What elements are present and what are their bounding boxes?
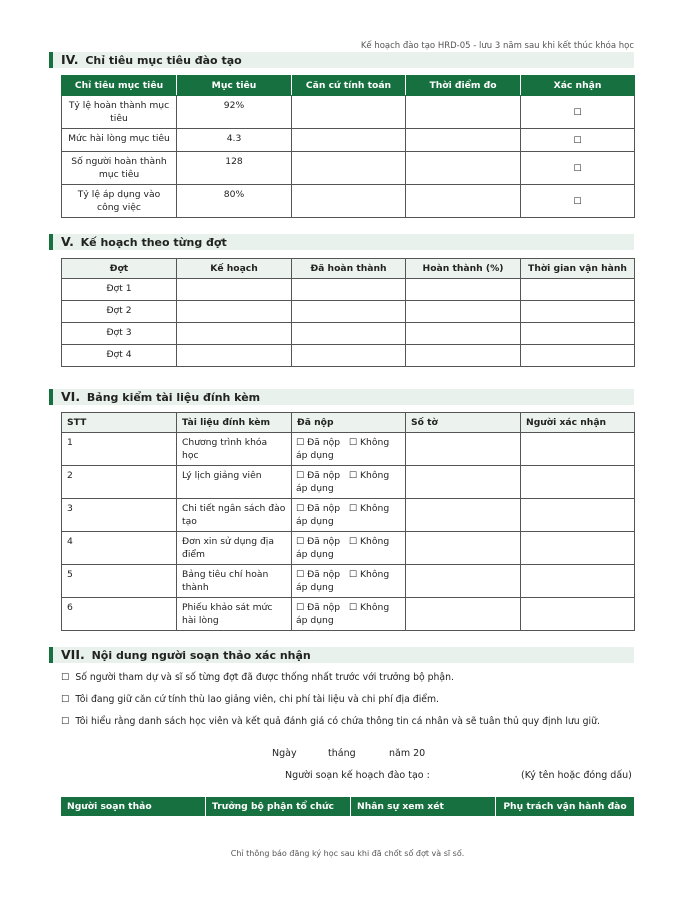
attachment-name: Đơn xin sử dụng địa điểm — [177, 532, 292, 565]
column-header: Tài liệu đính kèm — [177, 413, 292, 433]
percent-cell[interactable] — [406, 345, 521, 367]
batch-plan-table — [61, 258, 635, 367]
confirmation-checkbox[interactable]: ☐ — [61, 672, 70, 683]
confirmer-cell[interactable] — [521, 532, 635, 565]
basis-cell[interactable] — [292, 152, 406, 185]
confirm-checkbox[interactable]: ☐ — [521, 129, 635, 152]
date-day-label: Ngày — [272, 748, 297, 759]
table-row — [62, 565, 635, 598]
submitted-options — [292, 466, 406, 499]
date-month-label: tháng — [328, 748, 356, 759]
column-header: Đợt — [62, 259, 177, 279]
page-count-cell[interactable] — [406, 532, 521, 565]
measure-time-cell[interactable] — [406, 96, 521, 129]
metric-name: Số người hoàn thành mục tiêu — [62, 152, 177, 185]
page-count-cell[interactable] — [406, 466, 521, 499]
sign-hint: (Ký tên hoặc đóng dấu) — [521, 770, 632, 781]
table-row — [62, 433, 635, 466]
row-number: 1 — [62, 433, 177, 466]
header-note: Kế hoạch đào tạo HRD-05 - lưu 3 năm sau khi kết thúc khóa học — [360, 41, 634, 51]
section-4-label: Chỉ tiêu mục tiêu đào tạo — [85, 54, 242, 67]
column-header: Chỉ tiêu mục tiêu — [62, 76, 177, 96]
confirm-checkbox[interactable]: ☐ — [521, 96, 635, 129]
row-number: 3 — [62, 499, 177, 532]
submitted-checkbox[interactable]: ☐ Đã nộp — [296, 569, 341, 580]
table-header-row — [62, 259, 635, 279]
percent-cell[interactable] — [406, 323, 521, 345]
attachment-name: Phiếu khảo sát mức hài lòng — [177, 598, 292, 631]
confirmation-checkbox[interactable]: ☐ — [61, 694, 70, 705]
attachment-name: Lý lịch giảng viên — [177, 466, 292, 499]
table-header-row — [62, 76, 635, 96]
not-applicable-checkbox[interactable]: ☐ Không áp dụng — [296, 470, 390, 494]
page-count-cell[interactable] — [406, 499, 521, 532]
submitted-options — [292, 499, 406, 532]
batch-name: Đợt 1 — [62, 279, 177, 301]
batch-name: Đợt 3 — [62, 323, 177, 345]
not-applicable-checkbox[interactable]: ☐ Không áp dụng — [296, 569, 390, 593]
measure-time-cell[interactable] — [406, 185, 521, 218]
section-6-label: Bảng kiểm tài liệu đính kèm — [86, 391, 261, 404]
submitted-checkbox[interactable]: ☐ Đã nộp — [296, 470, 341, 481]
submitted-checkbox[interactable]: ☐ Đã nộp — [296, 437, 341, 448]
submitted-options — [292, 433, 406, 466]
not-applicable-checkbox[interactable]: ☐ Không áp dụng — [296, 536, 390, 560]
metric-target: 92% — [177, 96, 292, 129]
section-6-number: VI. — [61, 389, 81, 404]
attachment-checklist-table — [61, 412, 635, 631]
basis-cell[interactable] — [292, 129, 406, 152]
section-4-title — [49, 52, 634, 68]
confirmer-cell[interactable] — [521, 565, 635, 598]
not-applicable-checkbox[interactable]: ☐ Không áp dụng — [296, 437, 390, 461]
measure-time-cell[interactable] — [406, 129, 521, 152]
not-applicable-checkbox[interactable]: ☐ Không áp dụng — [296, 602, 390, 626]
section-7-label: Nội dung người soạn thảo xác nhận — [91, 649, 311, 662]
row-number: 6 — [62, 598, 177, 631]
submitted-checkbox[interactable]: ☐ Đã nộp — [296, 536, 341, 547]
submitted-checkbox[interactable]: ☐ Đã nộp — [296, 602, 341, 613]
confirmation-checkbox[interactable]: ☐ — [61, 716, 70, 727]
approval-cell-preparer: Người soạn thảo — [61, 797, 206, 816]
attachment-name: Bảng tiêu chí hoàn thành — [177, 565, 292, 598]
basis-cell[interactable] — [292, 96, 406, 129]
confirmation-item — [61, 672, 454, 683]
confirmer-cell[interactable] — [521, 499, 635, 532]
confirm-checkbox[interactable]: ☐ — [521, 152, 635, 185]
confirmer-cell[interactable] — [521, 598, 635, 631]
attachment-name: Chương trình khóa học — [177, 433, 292, 466]
submitted-checkbox[interactable]: ☐ Đã nộp — [296, 503, 341, 514]
row-number: 5 — [62, 565, 177, 598]
metric-target: 80% — [177, 185, 292, 218]
column-header: Số tờ — [406, 413, 521, 433]
page-count-cell[interactable] — [406, 433, 521, 466]
plan-cell[interactable] — [177, 301, 292, 323]
confirmer-cell[interactable] — [521, 433, 635, 466]
column-header: Thời gian vận hành — [521, 259, 635, 279]
done-cell[interactable] — [292, 301, 406, 323]
section-4-number: IV. — [61, 52, 79, 67]
column-header: Đã nộp — [292, 413, 406, 433]
table-row — [62, 532, 635, 565]
metric-target: 128 — [177, 152, 292, 185]
column-header: Người xác nhận — [521, 413, 635, 433]
approval-bar — [61, 797, 634, 831]
metric-target: 4.3 — [177, 129, 292, 152]
approval-cell-training-ops: Phụ trách vận hành đào tạo — [496, 797, 634, 816]
column-header: Kế hoạch — [177, 259, 292, 279]
table-row — [62, 185, 635, 218]
percent-cell[interactable] — [406, 301, 521, 323]
target-metrics-table — [61, 75, 635, 218]
section-5-label: Kế hoạch theo từng đợt — [80, 236, 227, 249]
confirmation-text: Tôi đang giữ căn cứ tính thù lao giảng viên, chi phí tài liệu và chi phí địa điểm. — [75, 694, 440, 705]
date-year-label: năm 20 — [389, 748, 426, 759]
page-count-cell[interactable] — [406, 565, 521, 598]
page-count-cell[interactable] — [406, 598, 521, 631]
section-7-number: VII. — [61, 647, 85, 662]
submitted-options — [292, 565, 406, 598]
column-header: Xác nhận — [521, 76, 635, 96]
metric-name: Tỷ lệ áp dụng vào công việc — [62, 185, 177, 218]
attachment-name: Chi tiết ngân sách đào tạo — [177, 499, 292, 532]
column-header: Mục tiêu — [177, 76, 292, 96]
runtime-cell[interactable] — [521, 279, 635, 301]
approval-cell-hr-review: Nhân sự xem xét — [351, 797, 496, 816]
approval-cell-dept-head: Trưởng bộ phận tổ chức — [206, 797, 351, 816]
table-row — [62, 323, 635, 345]
row-number: 4 — [62, 532, 177, 565]
basis-cell[interactable] — [292, 185, 406, 218]
metric-name: Tỷ lệ hoàn thành mục tiêu — [62, 96, 177, 129]
preparer-label: Người soạn kế hoạch đào tạo : — [285, 770, 430, 781]
table-header-row — [62, 413, 635, 433]
table-row — [62, 466, 635, 499]
row-number: 2 — [62, 466, 177, 499]
measure-time-cell[interactable] — [406, 152, 521, 185]
confirmation-item — [61, 716, 600, 727]
column-header: Hoàn thành (%) — [406, 259, 521, 279]
confirm-checkbox[interactable]: ☐ — [521, 185, 635, 218]
done-cell[interactable] — [292, 279, 406, 301]
metric-name: Mức hài lòng mục tiêu — [62, 129, 177, 152]
table-row — [62, 345, 635, 367]
table-row — [62, 152, 635, 185]
section-5-number: V. — [61, 234, 74, 249]
column-header: Căn cứ tính toán — [292, 76, 406, 96]
footer-note: Chỉ thông báo đăng ký học sau khi đã chốt số đợt và sĩ số. — [230, 849, 465, 858]
confirmation-text: Số người tham dự và sĩ số từng đợt đã được thống nhất trước với trưởng bộ phận. — [75, 672, 454, 683]
section-5-title — [49, 234, 634, 250]
batch-name: Đợt 4 — [62, 345, 177, 367]
confirmation-item — [61, 694, 439, 705]
plan-cell[interactable] — [177, 345, 292, 367]
confirmation-text: Tôi hiểu rằng danh sách học viên và kết quả đánh giá có chứa thông tin cá nhân và sẽ tuân thủ quy định lưu giữ. — [75, 716, 600, 727]
column-header: Thời điểm đo — [406, 76, 521, 96]
submitted-options — [292, 598, 406, 631]
percent-cell[interactable] — [406, 279, 521, 301]
table-row — [62, 279, 635, 301]
confirmer-cell[interactable] — [521, 466, 635, 499]
runtime-cell[interactable] — [521, 323, 635, 345]
submitted-options — [292, 532, 406, 565]
not-applicable-checkbox[interactable]: ☐ Không áp dụng — [296, 503, 390, 527]
plan-cell[interactable] — [177, 323, 292, 345]
table-row — [62, 499, 635, 532]
table-row — [62, 96, 635, 129]
runtime-cell[interactable] — [521, 301, 635, 323]
plan-cell[interactable] — [177, 279, 292, 301]
runtime-cell[interactable] — [521, 345, 635, 367]
section-6-title — [49, 389, 634, 405]
column-header: STT — [62, 413, 177, 433]
column-header: Đã hoàn thành — [292, 259, 406, 279]
table-row — [62, 129, 635, 152]
done-cell[interactable] — [292, 323, 406, 345]
batch-name: Đợt 2 — [62, 301, 177, 323]
table-row — [62, 598, 635, 631]
section-7-title — [49, 647, 634, 663]
done-cell[interactable] — [292, 345, 406, 367]
table-row — [62, 301, 635, 323]
